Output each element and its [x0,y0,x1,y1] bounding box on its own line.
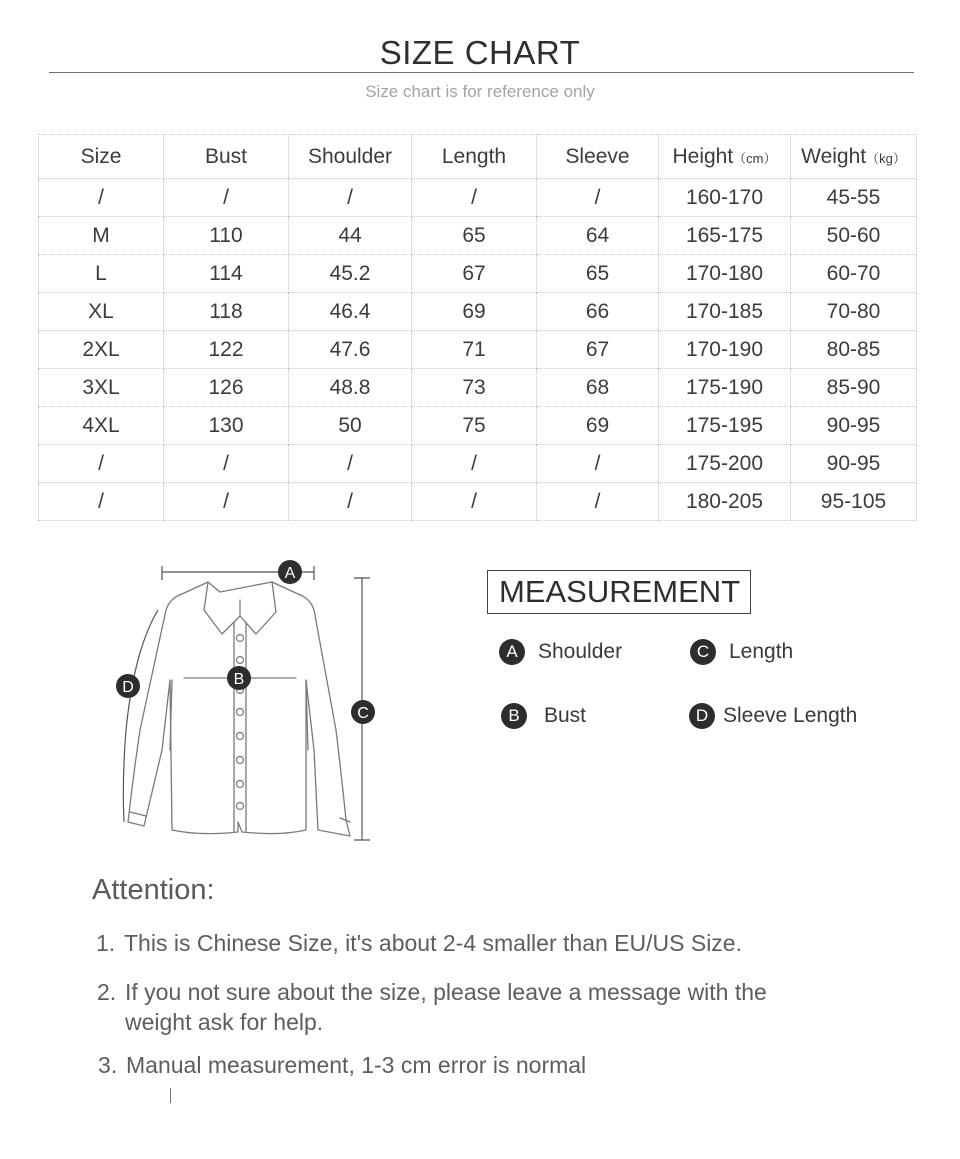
measurement-heading: MEASUREMENT [487,570,751,614]
table-cell: 50-60 [791,217,917,255]
note-number: 3. [98,1052,118,1078]
table-cell: M [39,217,164,255]
table-cell: 47.6 [289,331,412,369]
note-text-continued: weight ask for help. [125,1009,324,1035]
table-cell: XL [39,293,164,331]
page-title: SIZE CHART [379,34,581,71]
legend-shoulder [499,639,622,665]
table-cell: 48.8 [289,369,412,407]
note-number: 1. [96,930,116,956]
table-cell: 67 [537,331,659,369]
table-cell: 114 [164,255,289,293]
column-header-bust: Bust [164,135,289,179]
legend-label: Length [729,640,794,663]
table-row [39,217,917,255]
table-row [39,293,917,331]
table-cell: 50 [289,407,412,445]
table-cell: 122 [164,331,289,369]
table-row [39,407,917,445]
note-number: 2. [97,979,117,1005]
table-cell: 170-190 [659,331,791,369]
table-row [39,445,917,483]
table-row [39,255,917,293]
table-cell: 65 [537,255,659,293]
legend-label: Sleeve Length [723,704,858,727]
note-1 [96,928,742,958]
table-cell: 44 [289,217,412,255]
table-cell: / [164,445,289,483]
table-cell: 4XL [39,407,164,445]
table-cell: 73 [412,369,537,407]
badge-b-icon: B [501,703,527,729]
table-cell: 68 [537,369,659,407]
badge-d-icon: D [689,703,715,729]
table-cell: 80-85 [791,331,917,369]
table-cell: 69 [412,293,537,331]
table-cell: 65 [412,217,537,255]
legend-label: Bust [544,704,587,727]
table-cell: 75 [412,407,537,445]
table-header-row [39,135,917,179]
table-cell: 70-80 [791,293,917,331]
attention-title: Attention: [92,874,215,906]
table-cell: 175-195 [659,407,791,445]
size-chart-table [38,134,917,521]
table-cell: 64 [537,217,659,255]
table-body [39,179,917,521]
legend-bust [501,703,586,729]
note-text: Manual measurement, 1-3 cm error is normal [126,1052,587,1078]
table-cell: 165-175 [659,217,791,255]
marker-c [351,700,375,724]
table-cell: 60-70 [791,255,917,293]
table-row [39,369,917,407]
marker-a [278,560,302,584]
table-cell: 170-180 [659,255,791,293]
marker-b [227,666,251,690]
table-cell: 46.4 [289,293,412,331]
note-2 [97,977,767,1037]
table-row [39,331,917,369]
title-divider [49,72,914,73]
column-header-weight: Weight（kg） [791,135,917,179]
table-cell: 170-185 [659,293,791,331]
table-cell: 69 [537,407,659,445]
svg-text:B: B [233,671,245,688]
table-cell: 67 [412,255,537,293]
column-header-height: Height（cm） [659,135,791,179]
table-cell: 180-205 [659,483,791,521]
legend-sleeve-length [689,703,857,729]
table-cell: 3XL [39,369,164,407]
table-cell: 130 [164,407,289,445]
column-header-shoulder: Shoulder [289,135,412,179]
table-cell: 66 [537,293,659,331]
table-cell: / [289,179,412,217]
text-cursor-mark [170,1088,171,1103]
table-cell: / [289,445,412,483]
table-cell: 126 [164,369,289,407]
column-header-length: Length [412,135,537,179]
table-cell: 2XL [39,331,164,369]
table-cell: / [39,483,164,521]
shirt-diagram [100,550,400,850]
table-cell: 118 [164,293,289,331]
note-3 [98,1050,586,1080]
table-cell: / [39,445,164,483]
page-subtitle: Size chart is for reference only [365,82,595,101]
table-cell: 45.2 [289,255,412,293]
table-cell: 110 [164,217,289,255]
height-unit: （cm） [733,150,777,166]
table-cell: / [537,445,659,483]
table-cell: 95-105 [791,483,917,521]
table-cell: 45-55 [791,179,917,217]
table-cell: 175-200 [659,445,791,483]
table-cell: / [289,483,412,521]
table-cell: L [39,255,164,293]
table-cell: / [537,179,659,217]
table-cell: / [412,179,537,217]
table-cell: / [412,445,537,483]
table-cell: 71 [412,331,537,369]
table-cell: 175-190 [659,369,791,407]
legend-length [690,639,793,665]
svg-text:C: C [357,705,369,722]
table-row [39,179,917,217]
note-text: This is Chinese Size, it's about 2-4 smaller than EU/US Size. [124,930,742,956]
table-cell: / [412,483,537,521]
table-cell: 160-170 [659,179,791,217]
svg-text:D: D [122,679,134,696]
table-cell: / [164,179,289,217]
table-cell: / [537,483,659,521]
table-cell: / [164,483,289,521]
badge-a-icon: A [499,639,525,665]
table-cell: 90-95 [791,407,917,445]
legend-label: Shoulder [538,640,623,663]
table-row [39,483,917,521]
table-cell: 85-90 [791,369,917,407]
table-cell: / [39,179,164,217]
table-cell: 90-95 [791,445,917,483]
column-header-sleeve: Sleeve [537,135,659,179]
note-text: If you not sure about the size, please leave a message with the [125,979,767,1005]
weight-unit: （kg） [866,150,906,166]
svg-text:A: A [284,565,296,582]
column-header-size: Size [39,135,164,179]
marker-d [116,674,140,698]
badge-c-icon: C [690,639,716,665]
